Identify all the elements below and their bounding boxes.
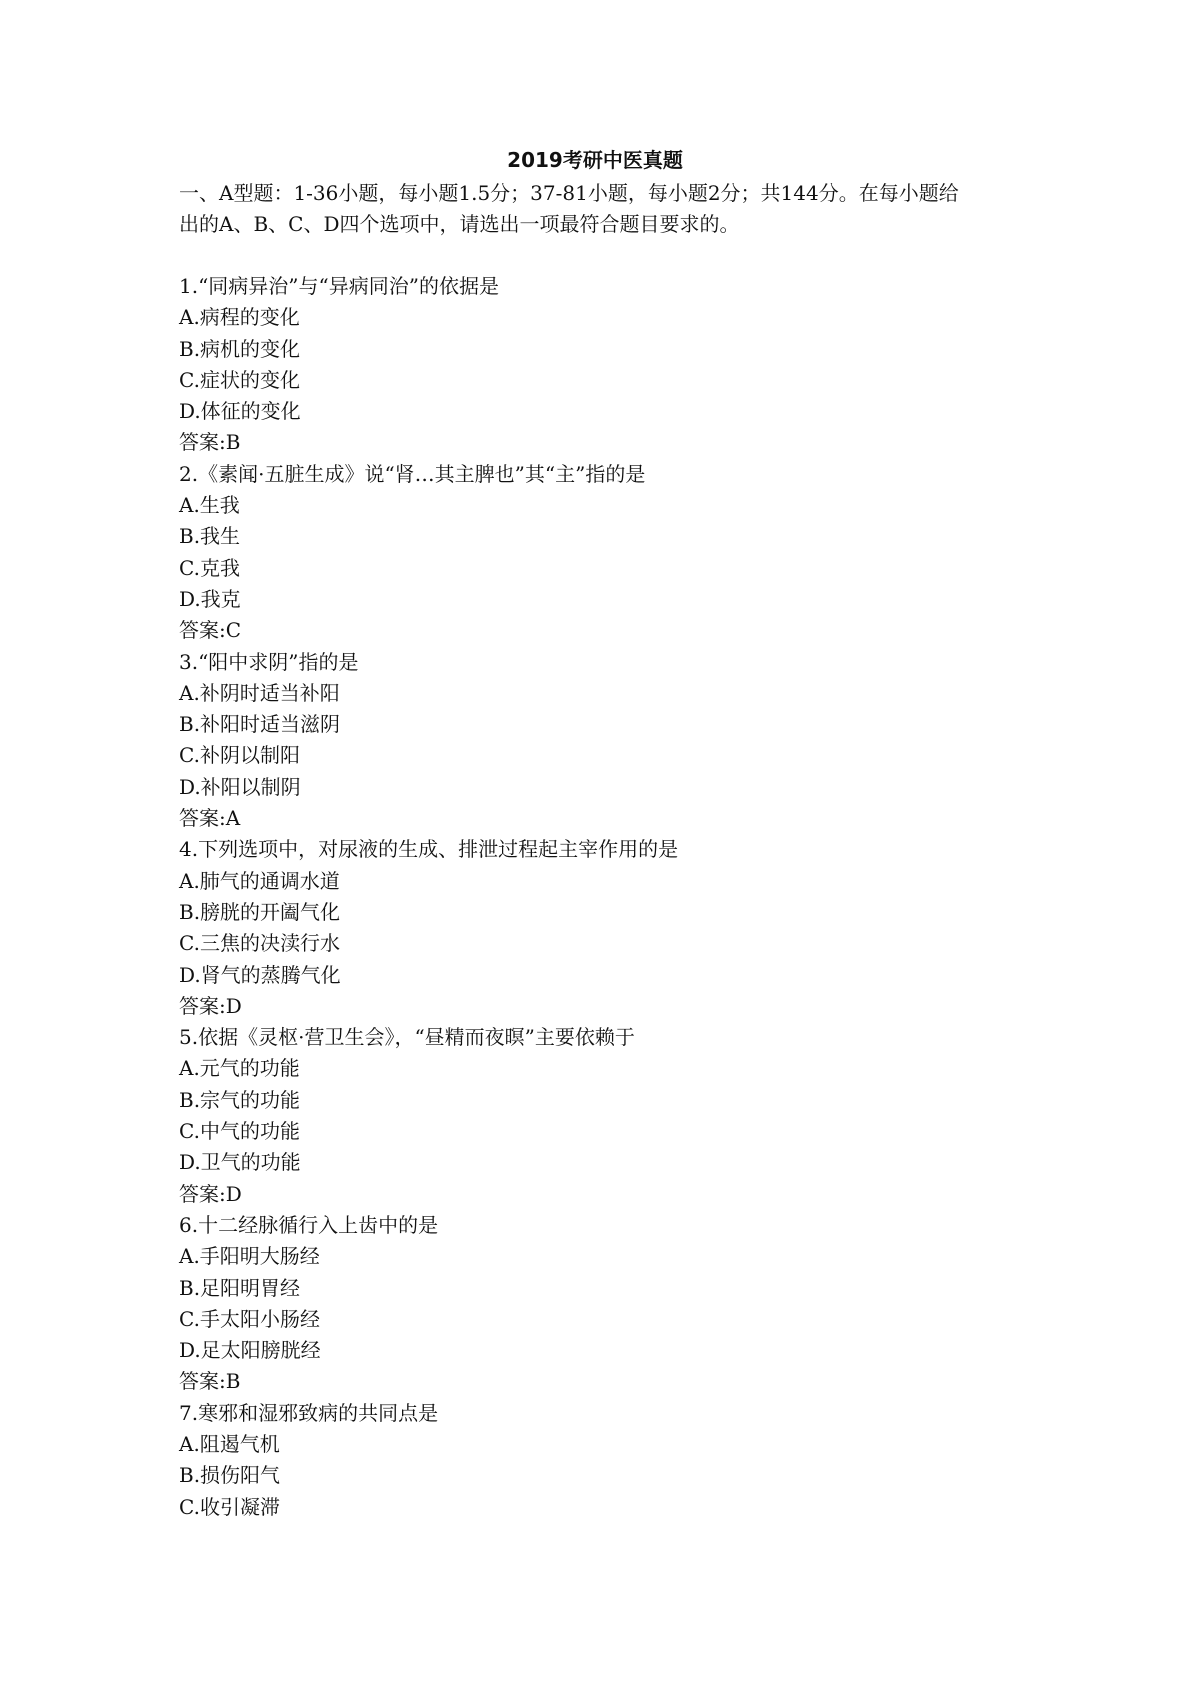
answer: 答案:A (179, 806, 241, 831)
option-c: C.三焦的决渎行水 (179, 931, 340, 956)
option-c: C.症状的变化 (179, 367, 300, 392)
question-7 (179, 1398, 1019, 1523)
option-b: B.足阳明胃经 (179, 1275, 301, 1300)
option-d: D.体征的变化 (179, 399, 301, 424)
instructions-line-1: 一、A型题：1-36小题，每小题1.5分；37-81小题，每小题2分；共144分。在每小题给 (179, 181, 959, 205)
option-c: C.中气的功能 (179, 1119, 300, 1144)
answer: 答案:B (179, 1369, 241, 1394)
section-instructions (179, 178, 1019, 240)
question-6 (179, 1210, 1019, 1398)
instructions-line-2: 出的A、B、C、D四个选项中，请选出一项最符合题目要求的。 (179, 212, 740, 236)
option-a: A.手阳明大肠经 (179, 1244, 320, 1269)
option-b: B.补阳时适当滋阴 (179, 712, 341, 737)
option-a: A.元气的功能 (179, 1056, 300, 1081)
option-d: D.我克 (179, 586, 241, 611)
option-d: D.卫气的功能 (179, 1150, 301, 1175)
question-5 (179, 1022, 1019, 1210)
option-d: D.肾气的蒸腾气化 (179, 962, 341, 987)
answer: 答案:C (179, 618, 242, 643)
answer: 答案:B (179, 430, 241, 455)
option-c: C.补阴以制阳 (179, 743, 300, 768)
option-a: A.补阴时适当补阳 (179, 680, 340, 705)
question-stem: 2.《素闻·五脏生成》说“肾…其主脾也”其“主”指的是 (179, 461, 646, 486)
option-a: A.病程的变化 (179, 305, 300, 330)
option-b: B.病机的变化 (179, 336, 301, 361)
question-3 (179, 647, 1019, 835)
answer: 答案:D (179, 1181, 242, 1206)
question-stem: 5.依据《灵枢·营卫生会》，“昼精而夜暝”主要依赖于 (179, 1025, 635, 1050)
option-b: B.损伤阳气 (179, 1463, 281, 1488)
option-a: A.肺气的通调水道 (179, 868, 340, 893)
option-a: A.生我 (179, 493, 240, 518)
option-b: B.我生 (179, 524, 241, 549)
option-a: A.阻遏气机 (179, 1431, 280, 1456)
option-c: C.克我 (179, 555, 240, 580)
answer: 答案:D (179, 993, 242, 1018)
question-stem: 4.下列选项中，对尿液的生成、排泄过程起主宰作用的是 (179, 837, 679, 862)
option-d: D.补阳以制阴 (179, 774, 301, 799)
option-c: C.手太阳小肠经 (179, 1306, 320, 1331)
question-4 (179, 834, 1019, 1022)
question-list (179, 271, 1019, 1523)
option-b: B.宗气的功能 (179, 1087, 301, 1112)
question-2 (179, 459, 1019, 647)
document-title: 2019考研中医真题 (507, 148, 683, 172)
option-b: B.膀胱的开阖气化 (179, 899, 341, 924)
question-stem: 6.十二经脉循行入上齿中的是 (179, 1212, 439, 1237)
option-c: C.收引凝滞 (179, 1494, 280, 1519)
question-stem: 7.寒邪和湿邪致病的共同点是 (179, 1400, 439, 1425)
option-d: D.足太阳膀胱经 (179, 1338, 321, 1363)
question-stem: 3.“阳中求阴”指的是 (179, 649, 359, 674)
question-1 (179, 271, 1019, 459)
question-stem: 1.“同病异治”与“异病同治”的依据是 (179, 274, 499, 298)
